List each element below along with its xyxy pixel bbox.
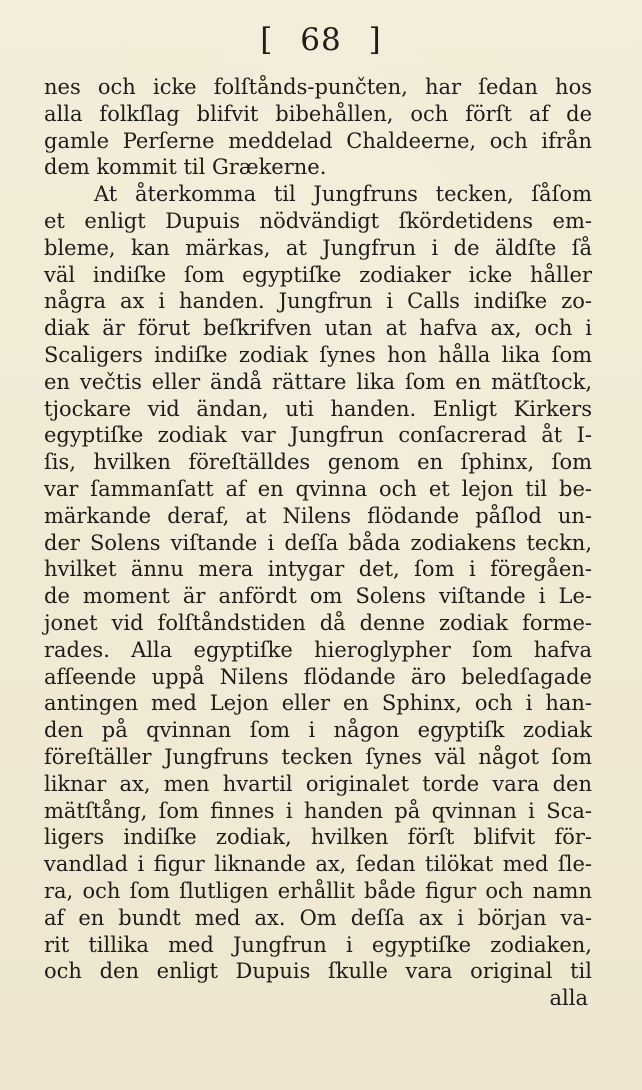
text-line: jonet vid folſtåndstiden då denne zodiak forme- [44,610,592,635]
page-header [0,22,642,58]
text-line: rit tillika med Jungfrun i egyptiſke zodiaken, [44,932,592,957]
catchword: alla [549,986,588,1010]
text-line: ſis, hvilken föreſtälldes genom en ſphinx, ſom [44,450,592,475]
text-line: väl indiſke ſom egyptiſke zodiaker icke håller [44,262,592,287]
text-line: dem kommit til Grækerne. [44,155,327,180]
text-line: liknar ax, men hvartil originalet torde vara den [44,771,592,796]
text-line: en večtis eller ändå rättare lika ſom en mätſtock, [44,369,592,394]
text-line: de moment är anfördt om Solens viſtande i Le- [44,584,592,609]
text-line: nes och icke folſtånds-punčten, har ſedan hos [44,75,592,99]
text-line: egyptiſke zodiak var Jungfrun conſacrerad åt I- [44,423,592,448]
text-line: ligers indiſke zodiak, hvilken förſt blifvit för- [44,825,592,850]
text-line: tjockare vid ändan, uti handen. Enligt Kirkers [44,396,592,421]
text-line: diak är förut beſkrifven utan at hafva ax, och i [44,316,592,341]
text-line: och den enligt Dupuis ſkulle vara original til [44,959,592,984]
text-line: alla folkſlag blifvit bibehållen, och förſt af de [44,101,592,126]
page-number: 68 [300,22,342,58]
text-line: den på qvinnan ſom i någon egyptiſk zodiak [44,718,592,743]
header-open-bracket: [ [260,22,274,58]
text-line: antingen med Lejon eller en Sphinx, och i han- [44,691,592,716]
body-text [44,74,592,985]
text-line: hvilket ännu mera intygar det, ſom i föregåen- [44,557,592,582]
text-line: rades. Alla egyptiſke hieroglypher ſom hafva [44,637,592,662]
text-line: et enligt Dupuis nödvändigt ſkördetidens em- [44,208,592,233]
header-close-bracket: ] [368,22,382,58]
text-line: Scaligers indiſke zodiak ſynes hon hålla lika ſom [44,342,592,367]
text-line: af en bundt med ax. Om deſſa ax i början va- [44,905,592,930]
text-line: ra, och ſom ſlutligen erhållit både figur och namn [44,878,592,903]
text-line: mätſtång, ſom finnes i handen på qvinnan i Sca- [44,798,592,823]
text-line: föreſtäller Jungfruns tecken ſynes väl något ſom [44,744,592,769]
text-line: några ax i handen. Jungfrun i Calls indiſke zo- [44,289,592,314]
text-line: bleme, kan märkas, at Jungfrun i de äldſte ſå [44,235,592,260]
text-line: märkande deraf, at Nilens flödande påſlod un- [44,503,592,528]
text-line: vandlad i figur liknande ax, ſedan tilökat med ſle- [44,852,592,877]
text-line: At återkomma til Jungfruns tecken, ſåſom [94,182,592,207]
text-line: afſeende uppå Nilens flödande äro beledſagade [44,664,592,689]
text-line: gamle Perſerne meddelad Chaldeerne, och ifrån [44,128,592,153]
text-line: der Solens viſtande i deſſa båda zodiakens teckn, [44,530,592,555]
text-line: var ſammanſatt af en qvinna och et lejon til be- [44,476,592,501]
